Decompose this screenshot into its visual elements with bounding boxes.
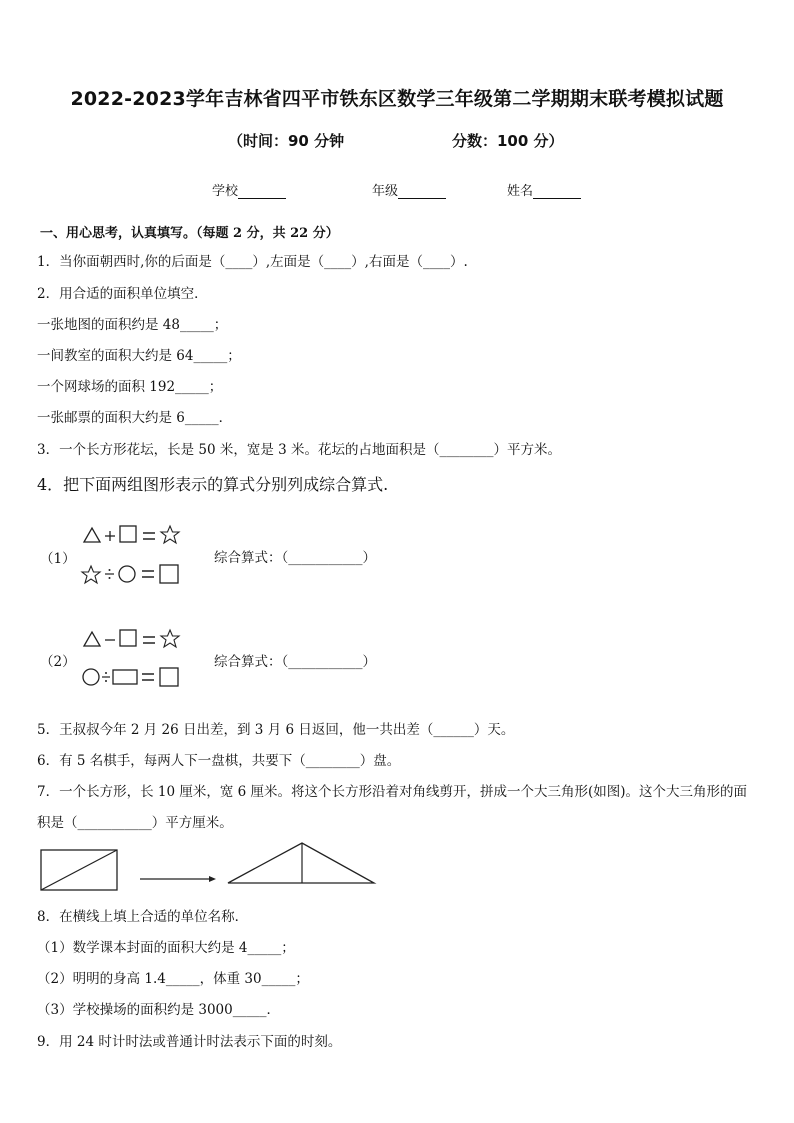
question-1: 1．当你面朝西时,你的后面是（____）,左面是（____）,右面是（____）. <box>37 254 468 270</box>
triangle-icon <box>84 632 100 646</box>
square-icon <box>160 565 178 583</box>
square-icon <box>120 526 136 542</box>
exam-score: 分数：100 分） <box>452 132 564 150</box>
q4-group2-answer[interactable]: 综合算式：（___________） <box>214 654 376 670</box>
divide-icon-dot <box>105 672 107 674</box>
name-blank[interactable] <box>533 184 581 199</box>
school-field[interactable] <box>212 180 286 199</box>
school-label: 学校 <box>212 184 239 199</box>
divide-icon-dot <box>109 577 111 579</box>
q4-group1-figure <box>80 522 190 584</box>
q4-group1-label: （1） <box>40 551 76 567</box>
page-title: 2022-2023学年吉林省四平市铁东区数学三年级第二学期期末联考模拟试题 <box>70 88 724 110</box>
divide-icon-dot <box>109 569 111 571</box>
divide-icon-dot <box>105 680 107 682</box>
school-blank[interactable] <box>238 184 286 199</box>
name-field[interactable] <box>507 180 581 199</box>
star-icon <box>161 630 179 647</box>
square-icon <box>160 668 178 686</box>
name-label: 姓名 <box>507 184 534 199</box>
square-icon <box>120 630 136 646</box>
question-3: 3．一个长方形花坛，长是 50 米，宽是 3 米。花坛的占地面积是（________）平方米。 <box>37 442 562 458</box>
rectangle-icon <box>113 670 137 684</box>
question-8: 8．在横线上填上合适的单位名称． <box>37 909 249 925</box>
triangle-icon <box>84 528 100 542</box>
star-icon <box>161 526 179 543</box>
grade-label: 年级 <box>372 184 399 199</box>
q7-figure <box>40 848 380 893</box>
question-9: 9．用 24 时计时法或普通计时法表示下面的时刻。 <box>37 1034 342 1050</box>
circle-icon <box>119 566 135 582</box>
question-8b: （2）明明的身高 1.4_____，体重 30_____； <box>37 971 309 987</box>
q4-group2-label: （2） <box>40 654 76 670</box>
question-7-continued: 积是（___________）平方厘米。 <box>37 815 233 831</box>
section-heading: 一、用心思考，认真填写。（每题 2 分，共 22 分） <box>40 226 339 241</box>
triangle-shape <box>228 843 374 883</box>
question-4: 4．把下面两组图形表示的算式分别列成综合算式. <box>37 475 389 494</box>
grade-field[interactable] <box>372 180 446 199</box>
question-2b: 一间教室的面积大约是 64_____； <box>37 348 241 364</box>
circle-icon <box>83 669 99 685</box>
diagonal-line <box>41 850 117 890</box>
question-5: 5．王叔叔今年 2 月 26 日出差，到 3 月 6 日返回，他一共出差（______）天。 <box>37 722 515 738</box>
question-2: 2．用合适的面积单位填空． <box>37 286 208 302</box>
question-2c: 一个网球场的面积 192_____； <box>37 379 223 395</box>
question-6: 6．有 5 名棋手，每两人下一盘棋，共要下（________）盘。 <box>37 753 401 769</box>
question-2d: 一张邮票的面积大约是 6_____． <box>37 410 233 426</box>
star-icon <box>82 566 100 583</box>
question-8c: （3）学校操场的面积约是 3000_____． <box>37 1002 280 1018</box>
q4-group1-answer[interactable]: 综合算式：（___________） <box>214 550 376 566</box>
question-7: 7．一个长方形，长 10 厘米，宽 6 厘米。将这个长方形沿着对角线剪开，拼成一个大三角形(如图)。这个大三角形的面 <box>37 784 748 800</box>
q4-group2-figure <box>80 626 190 690</box>
question-2a: 一张地图的面积约是 48_____； <box>37 317 228 333</box>
arrow-head-icon <box>209 876 216 882</box>
grade-blank[interactable] <box>398 184 446 199</box>
exam-time: （时间：90 分钟 <box>228 132 345 150</box>
question-8a: （1）数学课本封面的面积大约是 4_____； <box>37 940 295 956</box>
